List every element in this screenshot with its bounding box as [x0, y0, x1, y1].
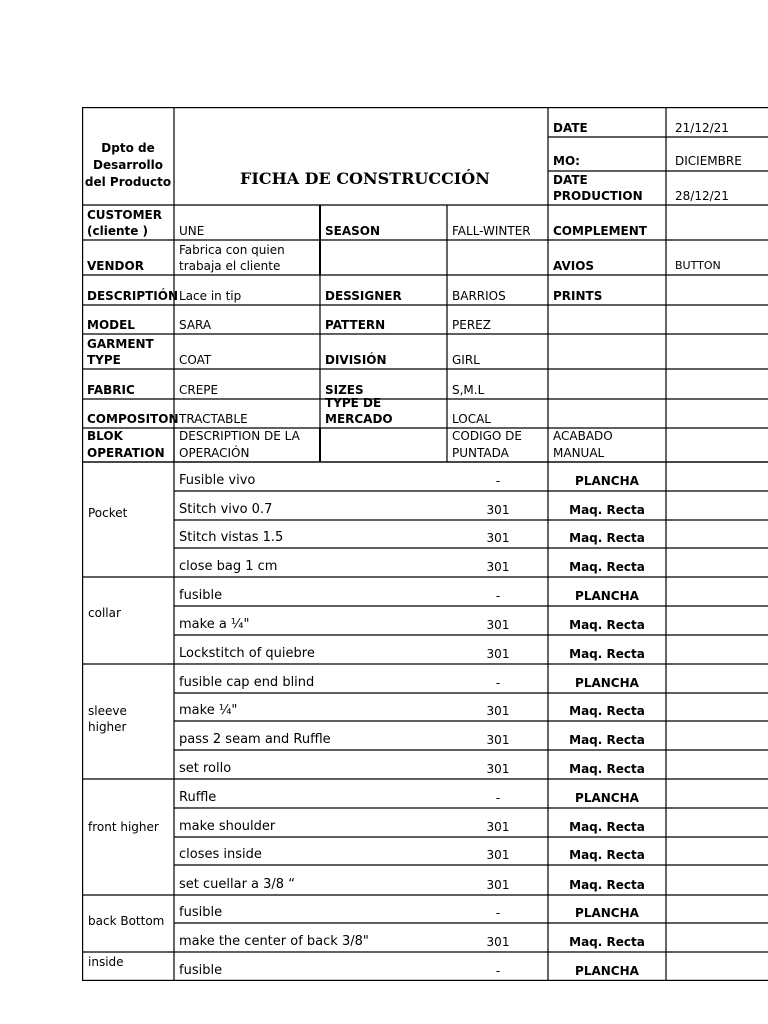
info-value-v2: GIRL — [452, 353, 480, 367]
info-label-l1: COMPOSITON — [87, 412, 179, 426]
info-label-l2: TYPE DE MERCADO — [325, 396, 393, 426]
info-value-v3 — [675, 275, 768, 305]
mo-value: DICIEMBRE — [675, 154, 742, 168]
operation-code: 301 — [486, 848, 510, 862]
operation-description: fusible — [179, 905, 223, 920]
operation-description: make the center of back 3/8" — [179, 934, 369, 949]
operation-finish: PLANCHA — [575, 791, 639, 805]
operation-code: 301 — [486, 733, 510, 747]
operation-description: Stitch vivo 0.7 — [179, 502, 273, 517]
info-label-l3 — [553, 305, 663, 334]
operation-description: make shoulder — [179, 819, 276, 834]
operation-description: fusible — [179, 963, 223, 978]
operation-description: Fusible vivo — [179, 473, 256, 488]
operation-finish: Maq. Recta — [569, 704, 645, 718]
block-name: collar — [88, 606, 121, 620]
info-value-v2: FALL-WINTER — [452, 224, 531, 238]
page-title: FICHA DE CONSTRUCCIÓN — [240, 169, 490, 188]
block-name: inside — [88, 955, 124, 969]
info-value-v3 — [675, 369, 768, 399]
operation-code: 301 — [486, 878, 510, 892]
operation-description: Stitch vistas 1.5 — [179, 530, 284, 545]
info-label-l2: SEASON — [325, 224, 381, 238]
operation-description: make a ¼" — [179, 617, 250, 632]
operation-code: - — [495, 791, 501, 805]
operation-finish: PLANCHA — [575, 676, 639, 690]
operation-finish: Maq. Recta — [569, 560, 645, 574]
info-label-l3 — [553, 334, 663, 369]
operation-finish: Maq. Recta — [569, 935, 645, 949]
operation-description: Lockstitch of quiebre — [179, 646, 315, 661]
ops-header-block: BLOK OPERATION — [87, 429, 165, 460]
info-label-l1: GARMENT TYPE — [87, 337, 154, 367]
info-value-v3 — [675, 399, 768, 428]
info-label-l2: PATTERN — [325, 318, 386, 332]
info-label-l1: CUSTOMER (cliente ) — [87, 208, 162, 238]
date-production-label: DATE PRODUCTION — [553, 173, 643, 203]
operation-finish: PLANCHA — [575, 589, 639, 603]
info-label-l2: DIVISIÓN — [325, 353, 387, 367]
department-label: Dpto de Desarrollo del Producto — [84, 141, 172, 189]
block-name: front higher — [88, 820, 159, 834]
operation-description: Ruffle — [179, 790, 217, 805]
operation-code: 301 — [486, 935, 510, 949]
operation-code: - — [495, 474, 501, 488]
operation-code: 301 — [486, 820, 510, 834]
info-value-v2: LOCAL — [452, 412, 491, 426]
operation-finish: Maq. Recta — [569, 820, 645, 834]
info-label-l3: PRINTS — [553, 289, 603, 303]
info-label-l2: DESSIGNER — [325, 289, 402, 303]
info-value-v1: UNE — [179, 224, 205, 238]
operation-code: 301 — [486, 647, 510, 661]
construction-sheet — [82, 107, 768, 981]
operation-code: 301 — [486, 762, 510, 776]
operation-code: 301 — [486, 531, 510, 545]
operation-description: fusible cap end blind — [179, 675, 315, 690]
block-name: Pocket — [88, 506, 128, 520]
info-value-v3 — [675, 334, 768, 369]
operation-code: 301 — [486, 618, 510, 632]
operation-description: close bag 1 cm — [179, 559, 278, 574]
info-label-l1: FABRIC — [87, 383, 135, 397]
info-value-v1: CREPE — [179, 383, 219, 397]
operation-finish: Maq. Recta — [569, 647, 645, 661]
info-value-v3: BUTTON — [675, 259, 721, 272]
operation-code: 301 — [486, 704, 510, 718]
info-value-v1: Lace in tip — [179, 289, 242, 303]
operation-code: 301 — [486, 560, 510, 574]
info-label-l3 — [553, 399, 663, 428]
operation-code: 301 — [486, 503, 510, 517]
block-name: sleeve higher — [88, 704, 127, 734]
operation-finish: Maq. Recta — [569, 503, 645, 517]
operation-finish: Maq. Recta — [569, 848, 645, 862]
info-value-v1: SARA — [179, 318, 212, 332]
info-label-l1: VENDOR — [87, 259, 144, 273]
operation-description: pass 2 seam and Ruffle — [179, 732, 331, 747]
operation-finish: PLANCHA — [575, 474, 639, 488]
operation-finish: Maq. Recta — [569, 733, 645, 747]
ops-header-description: DESCRIPTION DE LA OPERACIÓN — [179, 429, 300, 460]
info-value-v1: COAT — [179, 353, 212, 367]
operation-description: closes inside — [179, 847, 262, 862]
operation-finish: Maq. Recta — [569, 531, 645, 545]
info-label-l3: COMPLEMENT — [553, 224, 647, 238]
info-label-l3: AVIOS — [553, 259, 595, 273]
mo-label: MO: — [553, 154, 580, 168]
info-value-v3 — [675, 205, 768, 240]
info-label-l2: SIZES — [325, 383, 364, 397]
info-value-v2: PEREZ — [452, 318, 491, 332]
info-label-l1: DESCRIPTIÓN — [87, 289, 179, 303]
info-label-l2 — [325, 240, 445, 275]
info-value-v2: BARRIOS — [452, 289, 506, 303]
info-value-v1: TRACTABLE — [179, 412, 248, 426]
ops-header-stitch-code: CODIGO DE PUNTADA — [452, 429, 522, 460]
ops-header-finish: ACABADO MANUAL — [553, 429, 613, 460]
info-value-v3 — [675, 305, 768, 334]
operation-finish: Maq. Recta — [569, 762, 645, 776]
operation-description: set cuellar a 3/8 “ — [179, 877, 295, 892]
operation-finish: PLANCHA — [575, 906, 639, 920]
operation-code: - — [495, 676, 501, 690]
date-production-value: 28/12/21 — [675, 189, 729, 203]
info-label-l1: MODEL — [87, 318, 135, 332]
info-value-v2 — [452, 240, 546, 275]
operation-finish: PLANCHA — [575, 964, 639, 978]
operation-description: set rollo — [179, 761, 232, 776]
operation-code: - — [495, 906, 501, 920]
operation-finish: Maq. Recta — [569, 618, 645, 632]
operation-code: - — [495, 589, 501, 603]
info-label-l3 — [553, 369, 663, 399]
block-name: back Bottom — [88, 914, 165, 928]
operation-code: - — [495, 964, 501, 978]
operation-finish: Maq. Recta — [569, 878, 645, 892]
operation-description: make ¼" — [179, 703, 238, 718]
date-label: DATE — [553, 121, 588, 135]
date-value: 21/12/21 — [675, 121, 729, 135]
info-value-v1: Fabrica con quien trabaja el cliente — [179, 243, 285, 273]
operation-description: fusible — [179, 588, 223, 603]
info-value-v2: S,M.L — [452, 383, 485, 397]
